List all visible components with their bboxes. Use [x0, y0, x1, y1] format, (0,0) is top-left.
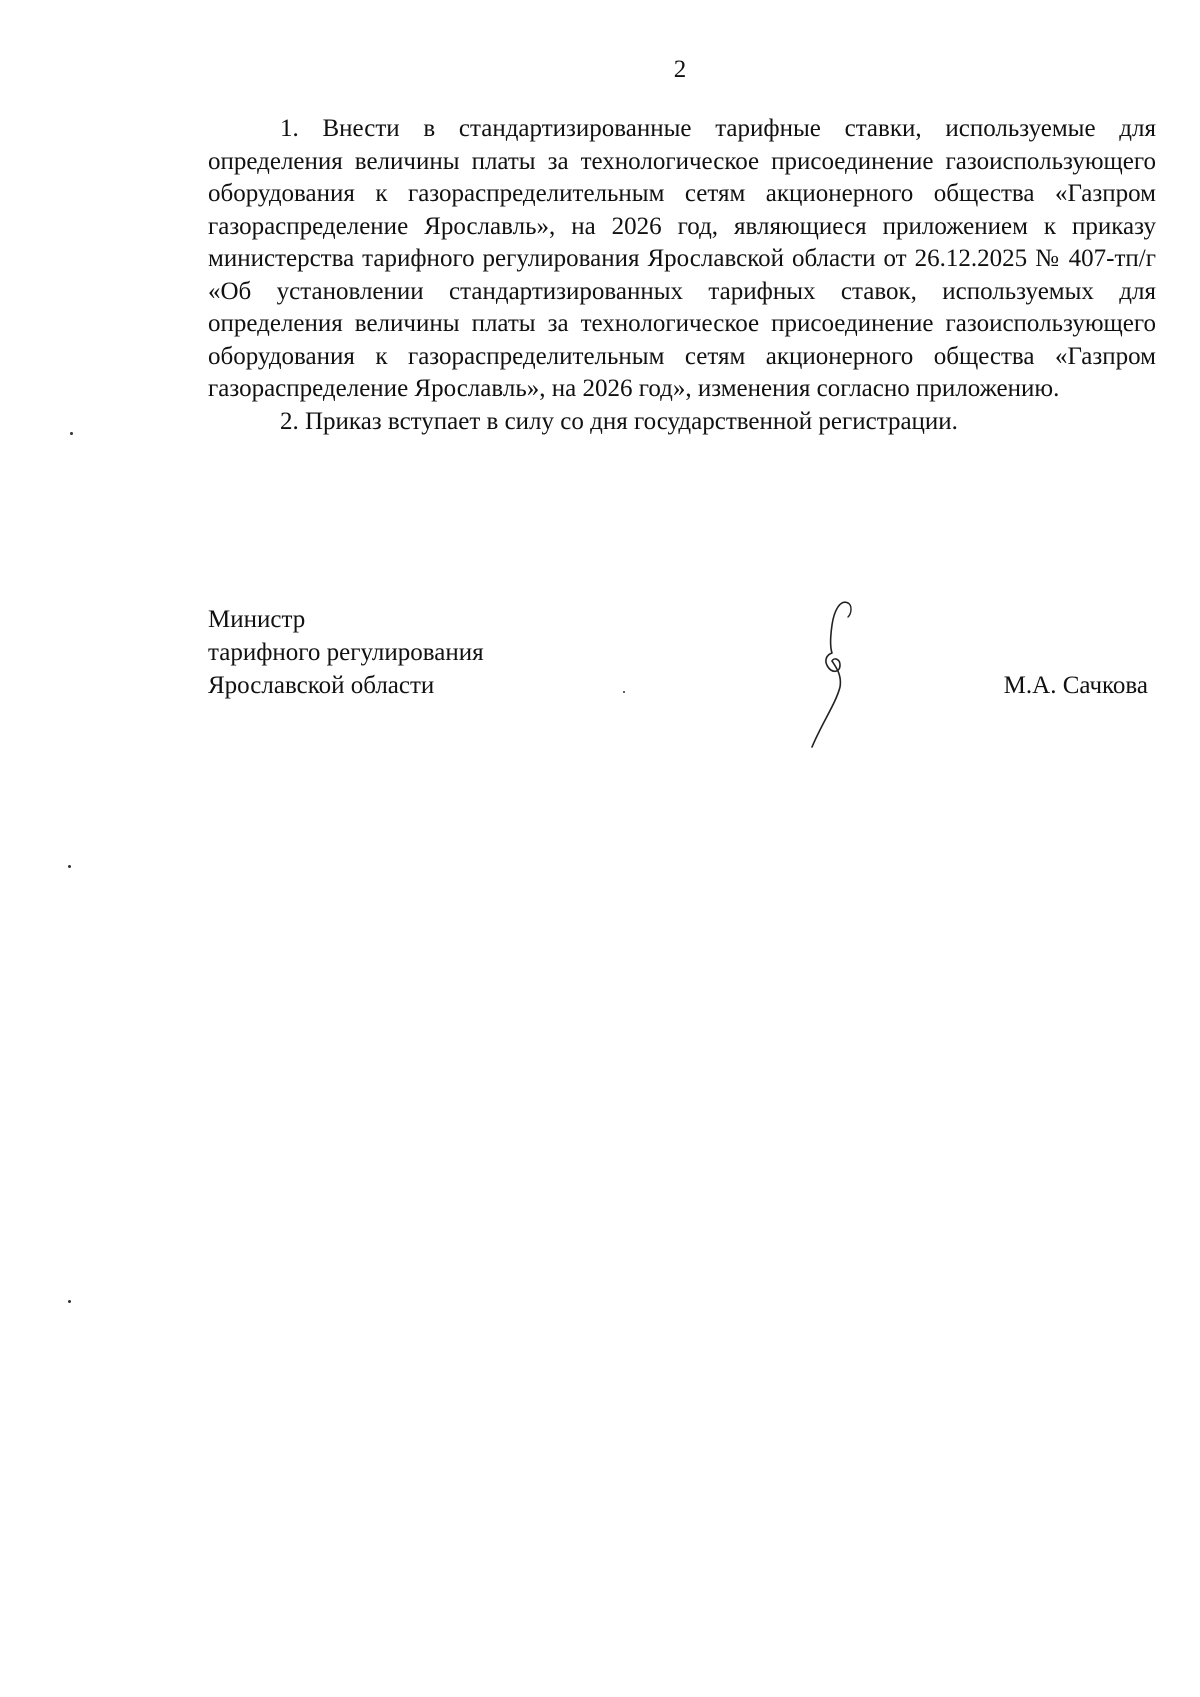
scan-speck — [623, 691, 625, 693]
order-body — [208, 113, 1156, 438]
page-number: 2 — [673, 56, 687, 83]
scan-speck — [70, 432, 73, 435]
signer-position-line-3: Ярославской области — [208, 672, 435, 699]
scan-speck — [68, 1300, 71, 1303]
signer-position-line-1: Министр — [208, 606, 306, 633]
order-paragraph-1: 1. Внести в стандартизированные тарифные ставки, используемые для определения величины платы за технологическое присоединение газоиспользующего оборудования к газораспределительным сетям акционерного общества «Газпром газораспределение Ярославль», на 2026 год, являющиеся приложением к приказу министерства тарифного регулирования Ярославской области от 26.12.2025 № 407-тп/г «Об установлении стандартизированных тарифных ставок, используемых для определения величины платы за технологическое присоединение газоиспользующего оборудования к газораспределительным сетям акционерного общества «Газпром газораспределение Ярославль», на 2026 год», изменения согласно приложению. — [208, 115, 1156, 402]
order-paragraph-2: 2. Приказ вступает в силу со дня государственной регистрации. — [280, 407, 958, 435]
signer-name: М.А. Сачкова — [1003, 672, 1148, 699]
signer-position-line-2: тарифного регулирования — [208, 639, 484, 666]
handwritten-signature — [790, 595, 870, 755]
signer-position — [208, 603, 484, 702]
scan-speck — [68, 865, 71, 868]
